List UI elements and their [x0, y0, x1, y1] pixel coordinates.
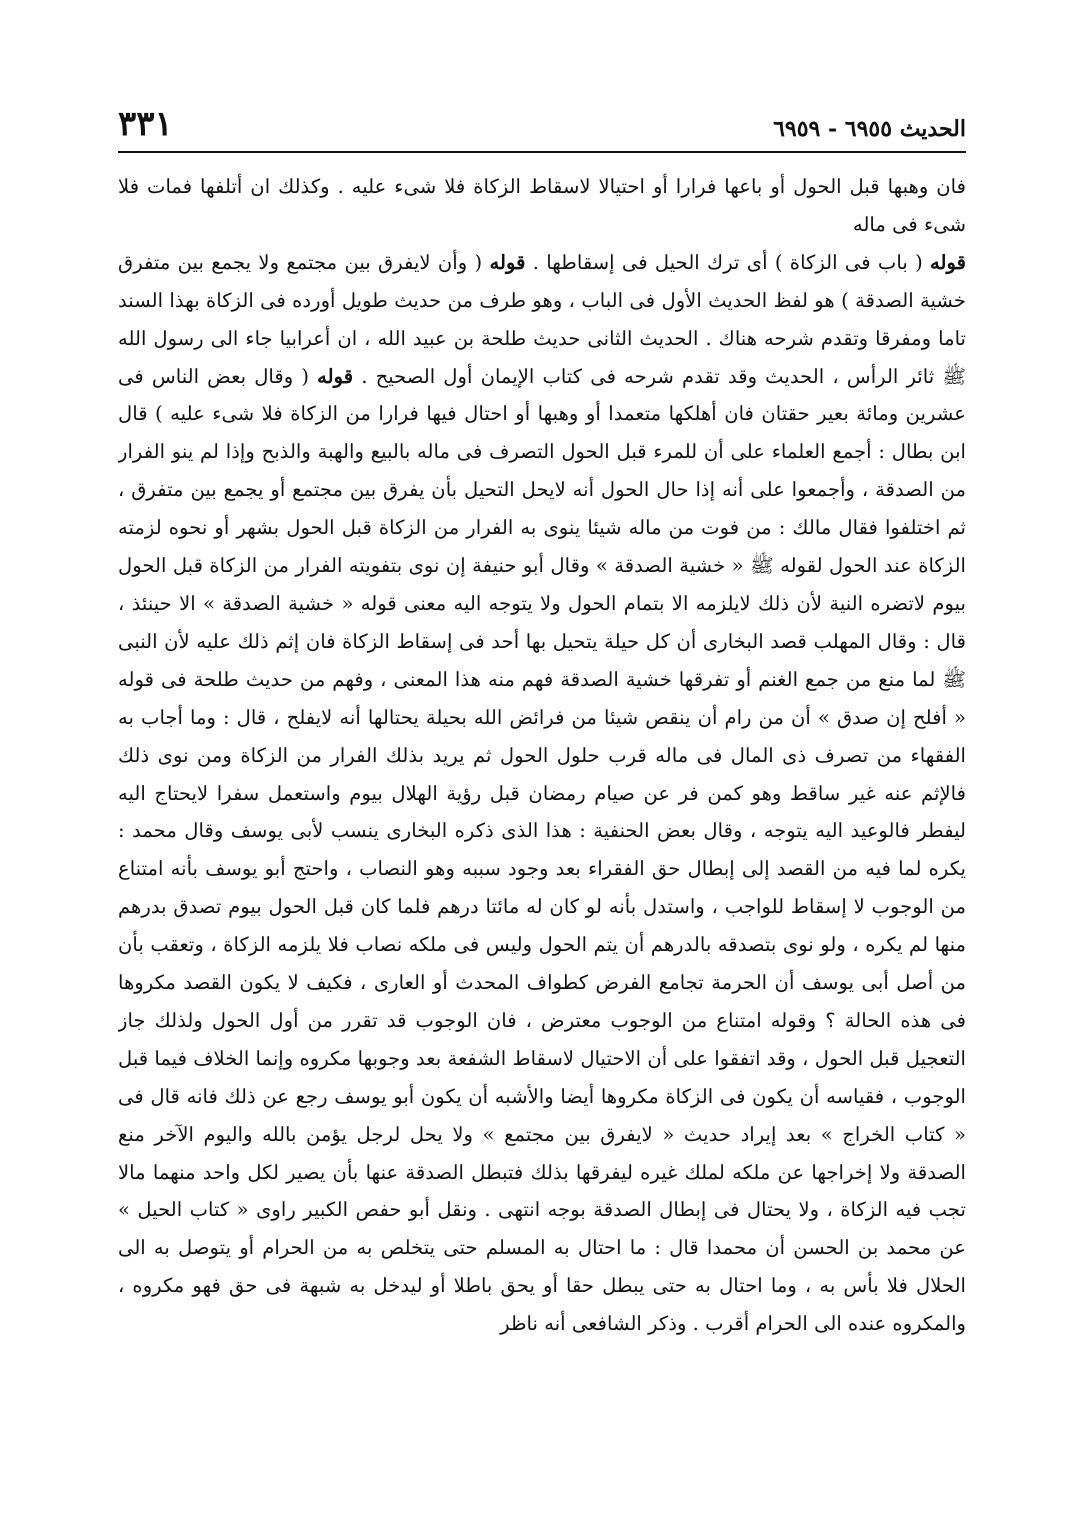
keyword-qawluhu: قوله: [930, 250, 966, 274]
paragraph-2-text-a: ( باب فى الزكاة ) أى ترك الحيل فى إسقاطها .: [525, 250, 931, 274]
body-text: [118, 168, 966, 1528]
keyword-qawluhu: قوله: [489, 250, 526, 274]
page-number: ٣٣١: [118, 104, 173, 144]
header-rule: [118, 151, 966, 153]
paragraph-2-text-c: ( وقال بعض الناس فى عشرين ومائة بعير حقتان فان أهلكها متعمدا أو وهبها أو احتال فيها فرارا من الزكاة فلا شىء عليه ) قال ابن بطال : أجمع العلماء على أن للمرء قبل الحول التصرف فى ماله بالبيع والهبة والذبح وإذا لم ينو الفرار من الصدقة ، وأجمعوا على أنه إذا حال الحول أنه لايحل التحيل بأن يفرق بين مجتمع أو يجمع بين متفرق ، ثم اختلفوا فقال مالك : من فوت من ماله شيئا ينوى به الفرار من الزكاة قبل الحول بشهر أو نحوه لزمته الزكاة عند الحول لقوله ﷺ « خشية الصدقة » وقال أبو حنيفة إن نوى بتفويته الفرار من الزكاة قبل الحول بيوم لاتضره النية لأن ذلك لايلزمه الا بتمام الحول ولا يتوجه اليه معنى قوله « خشية الصدقة » الا حينئذ ، قال : وقال المهلب قصد البخارى أن كل حيلة يتحيل بها أحد فى إسقاط الزكاة فان إثم ذلك عليه لأن النبى ﷺ لما منع من جمع الغنم أو تفرقها خشية الصدقة فهم منه هذا المعنى ، وفهم من حديث طلحة فى قوله « أفلح إن صدق » أن من رام أن ينقص شيئا من فرائض الله بحيلة يحتالها أنه لايفلح ، قال : وما أجاب به الفقهاء من تصرف ذى المال فى ماله قرب حلول الحول ثم يريد بذلك الفرار من الزكاة ومن نوى ذلك فالإثم عنه غير ساقط وهو كمن فر عن صيام رمضان قبل رؤية الهلال بيوم واستعمل سفرا لايحتاج اليه ليفطر فالوعيد اليه يتوجه ، وقال بعض الحنفية : هذا الذى ذكره البخارى ينسب لأبى يوسف وقال محمد : يكره لما فيه من القصد إلى إبطال حق الفقراء بعد وجود سببه وهو النصاب ، واحتج أبو يوسف بأنه امتناع من الوجوب لا إسقاط للواجب ، واستدل بأنه لو كان له مائتا درهم فلما كان قبل الحول بيوم تصدق بدرهم منها لم يكره ، ولو نوى بتصدقه بالدرهم أن يتم الحول وليس فى ملكه نصاب فلا يلزمه الزكاة ، وتعقب بأن من أصل أبى يوسف أن الحرمة تجامع الفرض كطواف المحدث أو العارى ، فكيف لا يكون القصد مكروها فى هذه الحالة ؟ وقوله امتناع من الوجوب معترض ، فان الوجوب قد تقرر من أول الحول ولذلك جاز التعجيل قبل الحول ، وقد اتفقوا على أن الاحتيال لاسقاط الشفعة بعد وجوبها مكروه وإنما الخلاف فيما قبل الوجوب ، فقياسه أن يكون فى الزكاة مكروها أيضا والأشبه أن يكون أبو يوسف رجع عن ذلك فانه قال فى « كتاب الخراج » بعد إيراد حديث « لايفرق بين مجتمع » ولا يحل لرجل يؤمن بالله واليوم الآخر منع الصدقة ولا إخراجها عن ملكه لملك غيره ليفرقها بذلك فتبطل الصدقة عنها بأن يصير لكل واحد منهما مالا تجب فيه الزكاة ، ولا يحتال فى إبطال الصدقة بوجه انتهى . ونقل أبو حفص الكبير راوى « كتاب الحيل » عن محمد بن الحسن أن محمدا قال : ما احتال به المسلم حتى يتخلص به من الحرام أو يتوصل به الى الحلال فلا بأس به ، وما احتال به حتى يبطل حقا أو يحق باطلا أو ليدخل به شبهة فى حق فهو مكروه ، والمكروه عنده الى الحرام أقرب . وذكر الشافعى أنه ناظر: [118, 364, 966, 1336]
running-head: الحديث ٦٩٥٥ - ٦٩٥٩: [773, 116, 966, 142]
paragraph-1: فان وهبها قبل الحول أو باعها فرارا أو احتيالا لاسقاط الزكاة فلا شىء عليه . وكذلك ان أتلفها فمات فلا شىء فى ماله: [118, 175, 966, 236]
paragraph-2-text-b: ( وأن لايفرق بين مجتمع ولا يجمع بين متفرق خشية الصدقة ) هو لفظ الحديث الأول فى الباب ، وهو طرف من حديث طويل أورده فى الزكاة بهذا السند تاما ومفرقا وتقدم شرحه هناك . الحديث الثانى حديث طلحة بن عبيد الله ، ان أعرابيا جاء الى رسول الله ﷺ ثائر الرأس ، الحديث وقد تقدم شرحه فى كتاب الإيمان أول الصحيح .: [118, 250, 966, 388]
keyword-qawluhu: قوله: [317, 364, 354, 388]
paragraph-2: [118, 244, 966, 1343]
page-header: [118, 96, 966, 146]
